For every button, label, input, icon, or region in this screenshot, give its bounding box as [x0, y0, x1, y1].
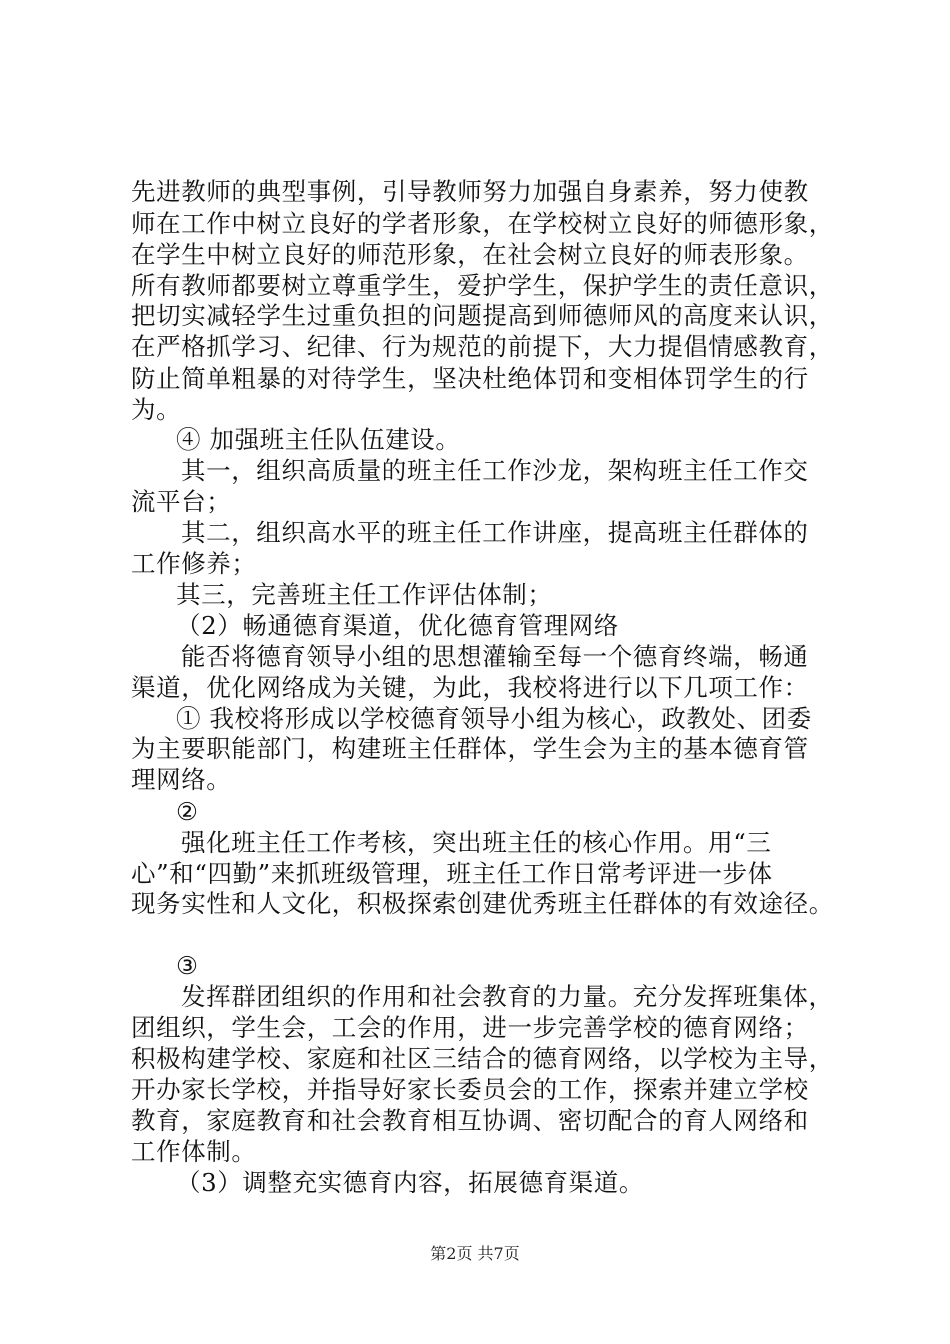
text-line: 现务实性和人文化，积极探索创建优秀班主任群体的有效途径。 — [131, 889, 834, 918]
text-line: 工作修养； — [131, 549, 257, 578]
section-heading: ④ 加强班主任队伍建设。 — [176, 425, 461, 454]
text-line: 把切实减轻学生过重负担的问题提高到师德师风的高度来认识， — [131, 301, 834, 330]
text-line: 工作体制。 — [131, 1137, 257, 1166]
text-line: 强化班主任工作考核，突出班主任的核心作用。用“三 — [181, 828, 772, 857]
text-line: 其三，完善班主任工作评估体制； — [176, 580, 553, 609]
list-marker: ③ — [176, 951, 199, 980]
text-line: 在严格抓学习、纪律、行为规范的前提下，大力提倡情感教育， — [131, 332, 834, 361]
section-heading: （3）调整充实德育内容，拓展德育渠道。 — [176, 1168, 644, 1197]
text-line: 为主要职能部门，构建班主任群体，学生会为主的基本德育管 — [131, 734, 809, 763]
text-line: 教育，家庭教育和社会教育相互协调、密切配合的育人网络和 — [131, 1106, 809, 1135]
text-line: 开办家长学校，并指导好家长委员会的工作，探索并建立学校 — [131, 1075, 809, 1104]
page-number-footer: 第2页 共7页 — [430, 1244, 520, 1263]
text-line: 防止简单粗暴的对待学生，坚决杜绝体罚和变相体罚学生的行 — [131, 364, 809, 393]
text-line: 在学生中树立良好的师范形象，在社会树立良好的师表形象。 — [131, 240, 809, 269]
text-line: 流平台； — [131, 487, 232, 516]
text-line: 心”和“四勤”来抓班级管理，班主任工作日常考评进一步体 — [131, 859, 773, 888]
text-line: 其二，组织高水平的班主任工作讲座，提高班主任群体的 — [181, 518, 809, 547]
text-line: 团组织，学生会，工会的作用，进一步完善学校的德育网络； — [131, 1013, 809, 1042]
section-heading: （2）畅通德育渠道，优化德育管理网络 — [176, 611, 619, 640]
text-line: 师在工作中树立良好的学者形象，在学校树立良好的师德形象， — [131, 209, 834, 238]
text-line: 发挥群团组织的作用和社会教育的力量。充分发挥班集体， — [181, 982, 834, 1011]
text-line: 渠道，优化网络成为关键，为此，我校将进行以下几项工作： — [131, 673, 809, 702]
list-marker: ② — [176, 797, 199, 826]
text-line: 积极构建学校、家庭和社区三结合的德育网络，以学校为主导， — [131, 1044, 834, 1073]
text-line: 所有教师都要树立尊重学生，爱护学生，保护学生的责任意识， — [131, 271, 834, 300]
text-line: 其一，组织高质量的班主任工作沙龙，架构班主任工作交 — [181, 456, 809, 485]
text-line: 先进教师的典型事例，引导教师努力加强自身素养，努力使教 — [131, 177, 809, 206]
text-line: 理网络。 — [131, 765, 232, 794]
text-line: 为。 — [131, 395, 182, 424]
text-line: ① 我校将形成以学校德育领导小组为核心，政教处、团委 — [176, 704, 812, 733]
text-line: 能否将德育领导小组的思想灌输至每一个德育终端，畅通 — [181, 642, 809, 671]
